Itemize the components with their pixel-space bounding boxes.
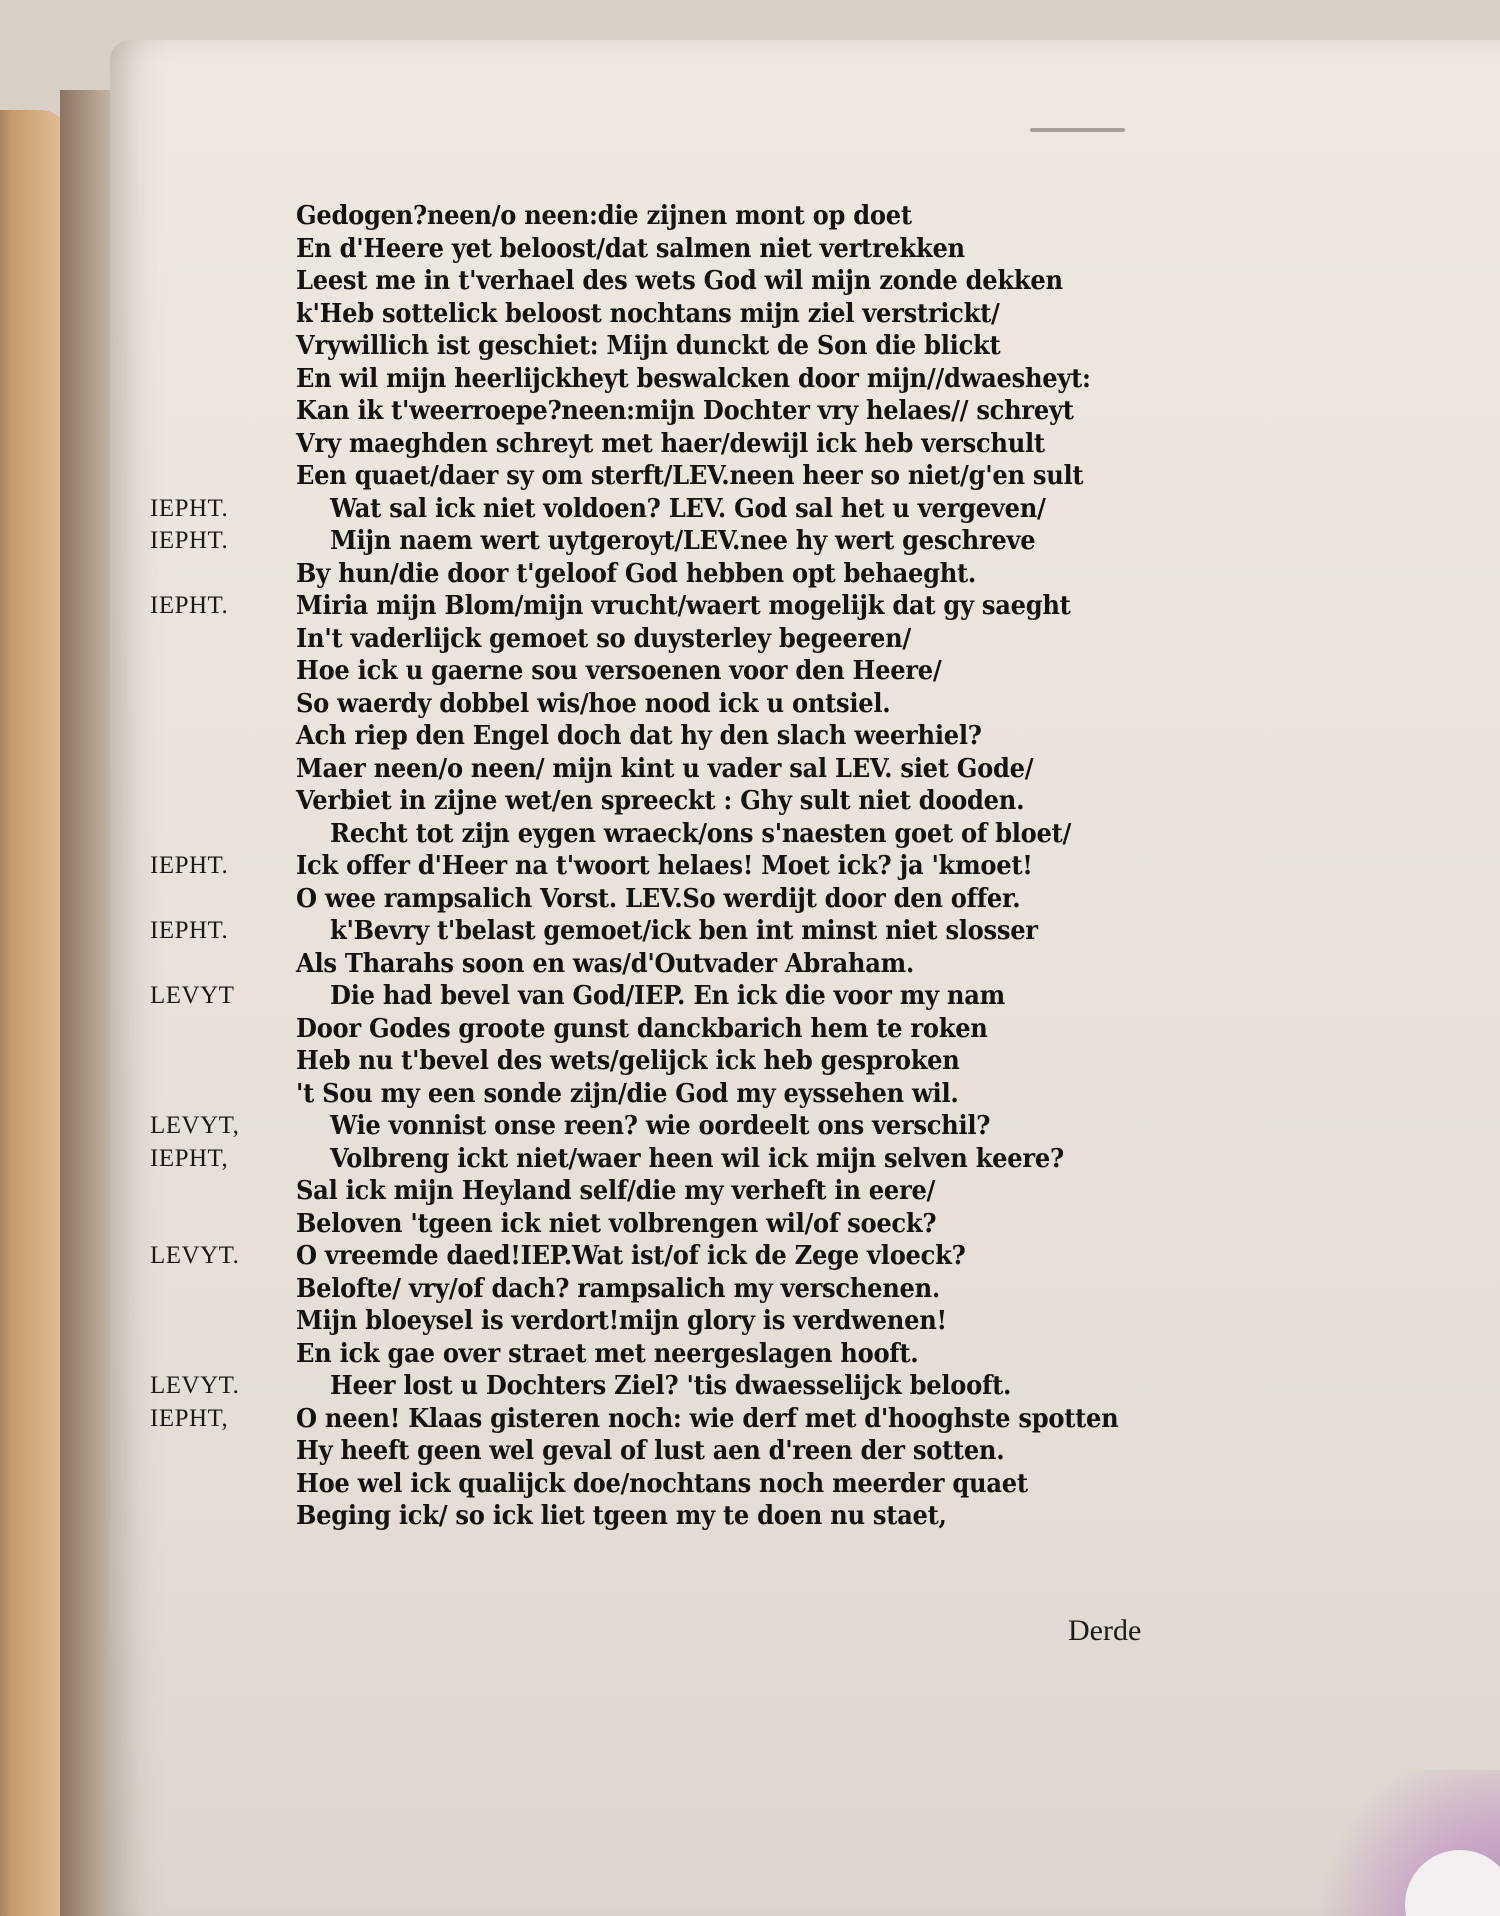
verse-text: So waerdy dobbel wis/hoe nood ick u ontsiel. — [296, 688, 891, 719]
verse-text: Een quaet/daer sy om sterft/LEV.neen heer so niet/g'en sult — [296, 461, 1084, 491]
verse-text: Vry maeghden schreyt met haer/dewijl ick heb verschult — [296, 428, 1045, 459]
speaker-label: LEVYT. — [150, 1242, 240, 1269]
speaker-label: IEPHT. — [150, 494, 229, 522]
verse-text: Kan ik t'weerroepe?neen:mijn Dochter vry helaes// schreyt — [296, 396, 1074, 426]
verse-text: O neen! Klaas gisteren noch: wie derf met d'hooghste spotten — [296, 1403, 1119, 1434]
verse-text: In't vaderlijck gemoet so duysterley begeeren/ — [296, 623, 911, 654]
verse-text: O wee rampsalich Vorst. LEV.So werdijt door den offer. — [296, 883, 1021, 914]
verse-text: k'Bevry t'belast gemoet/ick ben int minst niet slosser — [330, 916, 1038, 946]
verse-line — [0, 1143, 1500, 1175]
verse-line — [0, 948, 1500, 980]
verse-text: Die had bevel van God/IEP. En ick die voor my nam — [330, 981, 1005, 1011]
verse-text: Sal ick mijn Heyland self/die my verheft in eere/ — [296, 1176, 936, 1206]
verse-line — [0, 1240, 1500, 1272]
verse-text: O vreemde daed!IEP.Wat ist/of ick de Zege vloeck? — [296, 1241, 966, 1271]
verse-text: En d'Heere yet beloost/dat salmen niet vertrekken — [296, 233, 965, 264]
catchword: Derde — [1068, 1614, 1142, 1647]
verse-text: Beging ick/ so ick liet tgeen my te doen nu staet, — [296, 1501, 947, 1531]
verse-line — [0, 1110, 1500, 1142]
verse-text: Heb nu t'bevel des wets/gelijck ick heb gesproken — [296, 1046, 960, 1076]
speaker-label: IEPHT. — [150, 592, 229, 619]
verse-line — [0, 525, 1500, 557]
verse-text: By hun/die door t'geloof God hebben opt behaeght. — [296, 558, 977, 589]
verse-line — [0, 265, 1500, 297]
verse-text: Leest me in t'verhael des wets God wil mijn zonde dekken — [296, 266, 1063, 296]
ink-mark — [1030, 128, 1125, 132]
speaker-label: IEPHT, — [150, 1404, 229, 1432]
verse-text: Mijn bloeysel is verdort!mijn glory is verdwenen! — [296, 1306, 947, 1336]
speaker-label: LEVYT — [150, 982, 235, 1009]
verse-line — [0, 785, 1500, 817]
verse-text: Ick offer d'Heer na t'woort helaes! Moet ick? ja 'kmoet! — [296, 851, 1033, 881]
verse-text: k'Heb sottelick beloost nochtans mijn ziel verstrickt/ — [296, 298, 1000, 329]
verse-line — [0, 330, 1500, 362]
verse-line — [0, 1305, 1500, 1337]
verse-text: Hoe ick u gaerne sou versoenen voor den Heere/ — [296, 656, 942, 686]
verse-text: Door Godes groote gunst danckbarich hem te roken — [296, 1013, 988, 1044]
verse-text: Als Tharahs soon en was/d'Outvader Abraham. — [296, 948, 915, 979]
verse-text: Verbiet in zijne wet/en spreeckt : Ghy sult niet dooden. — [296, 786, 1025, 816]
verse-line — [0, 298, 1500, 330]
verse-text: En ick gae over straet met neergeslagen hooft. — [296, 1338, 919, 1369]
verse-line — [0, 980, 1500, 1012]
verse-text: Wat sal ick niet voldoen? LEV. God sal het u vergeven/ — [330, 493, 1046, 524]
verse-text: Recht tot zijn eygen wraeck/ons s'naesten goet of bloet/ — [330, 818, 1072, 849]
verse-text: 't Sou my een sonde zijn/die God my eyssehen wil. — [296, 1078, 959, 1109]
speaker-label: IEPHT. — [150, 527, 229, 554]
verse-line — [0, 1468, 1500, 1500]
verse-text: Mijn naem wert uytgeroyt/LEV.nee hy wert geschreve — [330, 526, 1036, 556]
verse-text: Ach riep den Engel doch dat hy den slach weerhiel? — [296, 721, 982, 751]
verse-text: Belofte/ vry/of dach? rampsalich my verschenen. — [296, 1273, 941, 1304]
verse-text: Maer neen/o neen/ mijn kint u vader sal LEV. siet Gode/ — [296, 753, 1034, 784]
verse-line — [0, 460, 1500, 492]
verse-line — [0, 818, 1500, 850]
verse-line — [0, 233, 1500, 265]
verse-text: Volbreng ickt niet/waer heen wil ick mijn selven keere? — [330, 1143, 1064, 1174]
verse-line — [0, 850, 1500, 882]
verse-line — [0, 1338, 1500, 1370]
verse-line — [0, 1273, 1500, 1305]
verse-text: En wil mijn heerlijckheyt beswalcken door mijn//dwaesheyt: — [296, 363, 1091, 394]
verse-line — [0, 883, 1500, 915]
verse-text: Hoe wel ick qualijck doe/nochtans noch meerder quaet — [296, 1468, 1028, 1499]
speaker-label: LEVYT. — [150, 1372, 240, 1399]
verse-line — [0, 1370, 1500, 1402]
verse-line — [0, 395, 1500, 427]
verse-line — [0, 753, 1500, 785]
verse-line — [0, 623, 1500, 655]
speaker-label: IEPHT. — [150, 852, 229, 879]
verse-line — [0, 915, 1500, 947]
verse-text: Hy heeft geen wel geval of lust aen d'reen der sotten. — [296, 1436, 1005, 1466]
verse-line — [0, 590, 1500, 622]
verse-text: Miria mijn Blom/mijn vrucht/waert mogelijk dat gy saeght — [296, 591, 1071, 621]
verse-line — [0, 655, 1500, 687]
speaker-label: IEPHT. — [150, 917, 229, 944]
verse-line — [0, 1175, 1500, 1207]
verse-line — [0, 428, 1500, 460]
verse-line — [0, 1435, 1500, 1467]
verse-text: Wie vonnist onse reen? wie oordeelt ons verschil? — [330, 1111, 991, 1141]
verse-line — [0, 1045, 1500, 1077]
verse-line — [0, 200, 1500, 232]
verse-line — [0, 1078, 1500, 1110]
verse-line — [0, 363, 1500, 395]
verse-line — [0, 688, 1500, 720]
speaker-label: LEVYT, — [150, 1112, 240, 1139]
speaker-label: IEPHT, — [150, 1144, 229, 1172]
verse-line — [0, 493, 1500, 525]
verse-text: Heer lost u Dochters Ziel? 'tis dwaesselijck belooft. — [330, 1371, 1012, 1401]
verse-text: Gedogen?neen/o neen:die zijnen mont op doet — [296, 201, 912, 231]
verse-line — [0, 1403, 1500, 1435]
verse-line — [0, 1013, 1500, 1045]
verse-line — [0, 720, 1500, 752]
verse-text: Beloven 'tgeen ick niet volbrengen wil/of soeck? — [296, 1208, 937, 1239]
verse-line — [0, 1500, 1500, 1532]
verse-line — [0, 1208, 1500, 1240]
verse-line — [0, 558, 1500, 590]
verse-text: Vrywillich ist geschiet: Mijn dunckt de Son die blickt — [296, 331, 1001, 361]
